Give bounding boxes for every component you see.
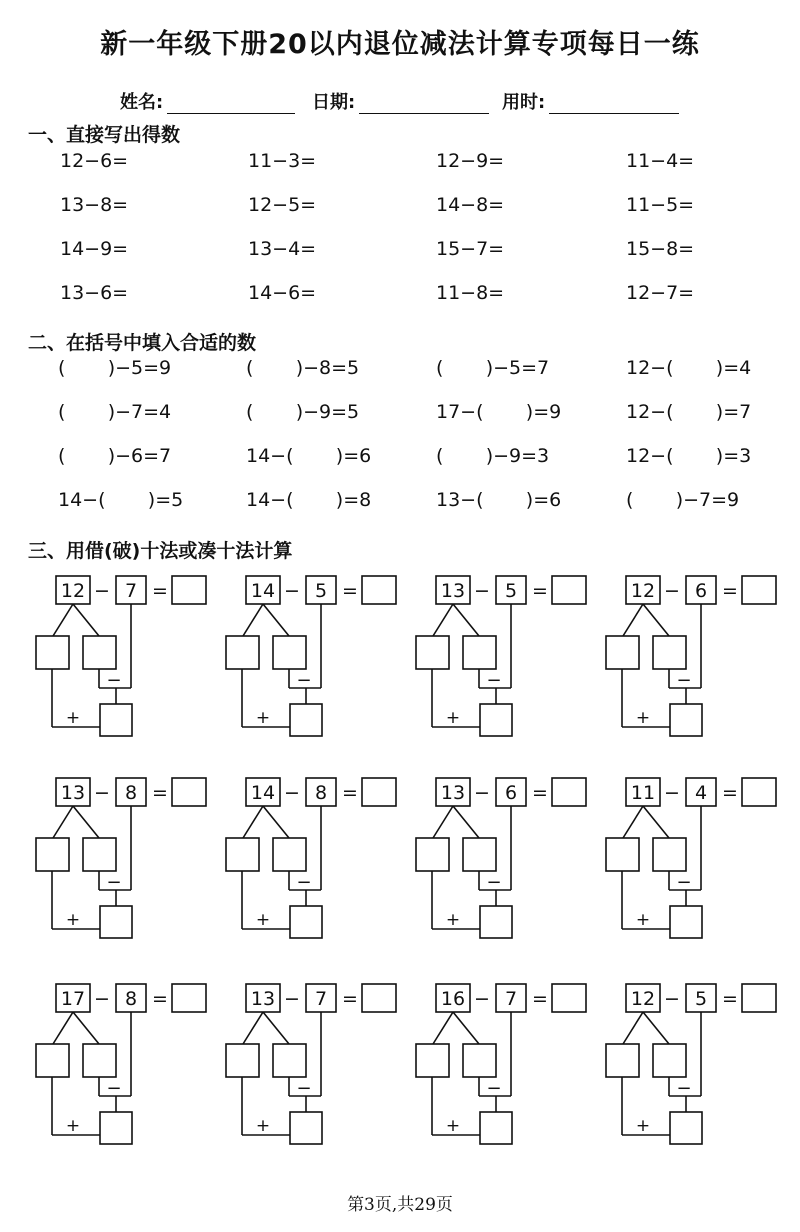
split-line	[53, 806, 73, 838]
split-box-left[interactable]	[226, 636, 259, 669]
plus-label: +	[445, 708, 461, 728]
split-box-left[interactable]	[36, 636, 69, 669]
minus-label: −	[486, 670, 502, 691]
plus-label: +	[635, 708, 651, 728]
minuend-value: 13	[440, 580, 466, 602]
s2-problem: ( )−7=4	[58, 401, 172, 423]
plus-label: +	[255, 708, 271, 728]
answer-box[interactable]	[172, 576, 206, 604]
split-box-right[interactable]	[463, 636, 496, 669]
subtrahend-value: 6	[694, 580, 708, 602]
s2-problem: ( )−9=3	[436, 445, 550, 467]
result-box[interactable]	[100, 1112, 132, 1144]
split-box-right[interactable]	[273, 838, 306, 871]
split-line	[623, 1012, 643, 1044]
result-box[interactable]	[100, 906, 132, 938]
split-box-left[interactable]	[606, 636, 639, 669]
equals-sign: =	[152, 580, 168, 602]
equals-sign: =	[722, 782, 738, 804]
split-box-left[interactable]	[416, 636, 449, 669]
equals-sign: =	[722, 988, 738, 1010]
answer-box[interactable]	[362, 984, 396, 1012]
answer-box[interactable]	[552, 576, 586, 604]
split-box-right[interactable]	[273, 636, 306, 669]
equals-sign: =	[342, 782, 358, 804]
split-line	[453, 806, 479, 838]
s1-problem: 14−6=	[248, 282, 317, 304]
result-box[interactable]	[670, 906, 702, 938]
minus-label: −	[106, 670, 122, 691]
minuend-value: 13	[250, 988, 276, 1010]
split-line	[263, 604, 289, 636]
answer-box[interactable]	[552, 984, 586, 1012]
split-line	[73, 1012, 99, 1044]
s2-problem: ( )−5=9	[58, 357, 172, 379]
result-box[interactable]	[290, 1112, 322, 1144]
s1-problem: 13−4=	[248, 238, 317, 260]
plus-label: +	[635, 910, 651, 930]
split-line	[243, 806, 263, 838]
split-line	[53, 1012, 73, 1044]
split-box-right[interactable]	[653, 838, 686, 871]
minuend-value: 12	[630, 580, 656, 602]
minus-sign: −	[284, 580, 300, 602]
time-label: 用时:	[502, 92, 546, 113]
s2-problem: ( )−7=9	[626, 489, 740, 511]
answer-box[interactable]	[172, 984, 206, 1012]
split-line	[263, 1012, 289, 1044]
result-box[interactable]	[290, 704, 322, 736]
s2-problem: 14−( )=6	[246, 445, 372, 467]
s1-problem: 14−9=	[60, 238, 129, 260]
split-box-right[interactable]	[83, 1044, 116, 1077]
split-box-left[interactable]	[226, 838, 259, 871]
minus-label: −	[676, 670, 692, 691]
split-box-right[interactable]	[83, 838, 116, 871]
split-box-right[interactable]	[653, 636, 686, 669]
split-line	[643, 604, 669, 636]
split-box-right[interactable]	[653, 1044, 686, 1077]
minus-sign: −	[664, 988, 680, 1010]
split-box-right[interactable]	[83, 636, 116, 669]
minus-label: −	[106, 872, 122, 893]
split-box-left[interactable]	[226, 1044, 259, 1077]
s2-problem: 12−( )=7	[626, 401, 752, 423]
minuend-value: 12	[60, 580, 86, 602]
split-box-left[interactable]	[606, 838, 639, 871]
s1-problem: 14−8=	[436, 194, 505, 216]
split-line	[243, 604, 263, 636]
equals-sign: =	[532, 580, 548, 602]
s1-problem: 11−3=	[248, 150, 317, 172]
split-box-left[interactable]	[36, 1044, 69, 1077]
split-line	[433, 604, 453, 636]
minus-sign: −	[284, 988, 300, 1010]
minuend-value: 14	[250, 782, 276, 804]
minus-label: −	[296, 670, 312, 691]
split-box-left[interactable]	[416, 838, 449, 871]
s1-problem: 13−8=	[60, 194, 129, 216]
result-box[interactable]	[670, 704, 702, 736]
minuend-value: 14	[250, 580, 276, 602]
name-label: 姓名:	[120, 92, 164, 113]
result-box[interactable]	[100, 704, 132, 736]
s2-problem: 13−( )=6	[436, 489, 562, 511]
s2-problem: ( )−9=5	[246, 401, 360, 423]
result-box[interactable]	[480, 906, 512, 938]
equals-sign: =	[342, 580, 358, 602]
plus-label: +	[65, 708, 81, 728]
worksheet-title: 新一年级下册20以内退位减法计算专项每日一练	[100, 29, 700, 60]
subtrahend-value: 8	[124, 782, 138, 804]
equals-sign: =	[722, 580, 738, 602]
split-line	[263, 806, 289, 838]
equals-sign: =	[342, 988, 358, 1010]
plus-label: +	[65, 1116, 81, 1136]
minus-label: −	[106, 1078, 122, 1099]
equals-sign: =	[532, 988, 548, 1010]
split-line	[433, 806, 453, 838]
minus-sign: −	[94, 580, 110, 602]
plus-label: +	[255, 910, 271, 930]
s2-problem: ( )−6=7	[58, 445, 172, 467]
date-label: 日期:	[312, 92, 356, 113]
answer-box[interactable]	[552, 778, 586, 806]
s1-problem: 12−6=	[60, 150, 129, 172]
s2-problem: 17−( )=9	[436, 401, 562, 423]
s2-problem: ( )−8=5	[246, 357, 360, 379]
split-line	[433, 1012, 453, 1044]
minus-sign: −	[474, 988, 490, 1010]
section2-heading: 二、在括号中填入合适的数	[28, 332, 257, 354]
split-line	[643, 806, 669, 838]
split-line	[73, 806, 99, 838]
minus-sign: −	[94, 782, 110, 804]
s1-problem: 12−7=	[626, 282, 695, 304]
s1-problem: 11−8=	[436, 282, 505, 304]
minus-sign: −	[284, 782, 300, 804]
page-footer: 第3页,共29页	[347, 1195, 453, 1215]
equals-sign: =	[532, 782, 548, 804]
section3-heading: 三、用借(破)十法或凑十法计算	[28, 540, 293, 562]
minuend-value: 12	[630, 988, 656, 1010]
split-line	[453, 604, 479, 636]
minus-label: −	[296, 1078, 312, 1099]
answer-box[interactable]	[362, 778, 396, 806]
split-line	[643, 1012, 669, 1044]
minus-sign: −	[474, 782, 490, 804]
s1-problem: 12−9=	[436, 150, 505, 172]
result-box[interactable]	[480, 704, 512, 736]
s2-problem: 12−( )=3	[626, 445, 752, 467]
split-line	[453, 1012, 479, 1044]
split-line	[623, 806, 643, 838]
split-box-left[interactable]	[36, 838, 69, 871]
plus-label: +	[255, 1116, 271, 1136]
minus-sign: −	[94, 988, 110, 1010]
subtrahend-value: 6	[504, 782, 518, 804]
equals-sign: =	[152, 782, 168, 804]
subtrahend-value: 4	[694, 782, 708, 804]
subtrahend-value: 8	[124, 988, 138, 1010]
plus-label: +	[65, 910, 81, 930]
minus-label: −	[296, 872, 312, 893]
plus-label: +	[445, 1116, 461, 1136]
plus-label: +	[635, 1116, 651, 1136]
equals-sign: =	[152, 988, 168, 1010]
subtrahend-value: 7	[314, 988, 328, 1010]
answer-box[interactable]	[172, 778, 206, 806]
s2-problem: 14−( )=5	[58, 489, 184, 511]
s1-problem: 12−5=	[248, 194, 317, 216]
subtrahend-value: 5	[694, 988, 708, 1010]
split-box-left[interactable]	[416, 1044, 449, 1077]
minus-label: −	[676, 1078, 692, 1099]
minuend-value: 16	[440, 988, 466, 1010]
minus-sign: −	[474, 580, 490, 602]
s1-problem: 11−5=	[626, 194, 695, 216]
answer-box[interactable]	[742, 984, 776, 1012]
split-line	[73, 604, 99, 636]
s2-problem: 14−( )=8	[246, 489, 372, 511]
result-box[interactable]	[290, 906, 322, 938]
s2-problem: ( )−5=7	[436, 357, 550, 379]
minuend-value: 13	[60, 782, 86, 804]
minus-label: −	[486, 872, 502, 893]
result-box[interactable]	[670, 1112, 702, 1144]
minus-label: −	[486, 1078, 502, 1099]
split-box-right[interactable]	[463, 1044, 496, 1077]
split-line	[53, 604, 73, 636]
subtrahend-value: 7	[504, 988, 518, 1010]
minuend-value: 11	[630, 782, 656, 804]
s1-problem: 15−8=	[626, 238, 695, 260]
plus-label: +	[445, 910, 461, 930]
answer-box[interactable]	[362, 576, 396, 604]
minuend-value: 13	[440, 782, 466, 804]
s1-problem: 11−4=	[626, 150, 695, 172]
subtrahend-value: 5	[504, 580, 518, 602]
s1-problem: 15−7=	[436, 238, 505, 260]
result-box[interactable]	[480, 1112, 512, 1144]
answer-box[interactable]	[742, 778, 776, 806]
split-line	[623, 604, 643, 636]
minus-label: −	[676, 872, 692, 893]
minus-sign: −	[664, 782, 680, 804]
minus-sign: −	[664, 580, 680, 602]
s1-problem: 13−6=	[60, 282, 129, 304]
subtrahend-value: 8	[314, 782, 328, 804]
subtrahend-value: 5	[314, 580, 328, 602]
s2-problem: 12−( )=4	[626, 357, 752, 379]
subtrahend-value: 7	[124, 580, 138, 602]
split-box-left[interactable]	[606, 1044, 639, 1077]
split-line	[243, 1012, 263, 1044]
split-box-right[interactable]	[463, 838, 496, 871]
answer-box[interactable]	[742, 576, 776, 604]
section1-heading: 一、直接写出得数	[28, 124, 181, 146]
split-box-right[interactable]	[273, 1044, 306, 1077]
minuend-value: 17	[60, 988, 86, 1010]
